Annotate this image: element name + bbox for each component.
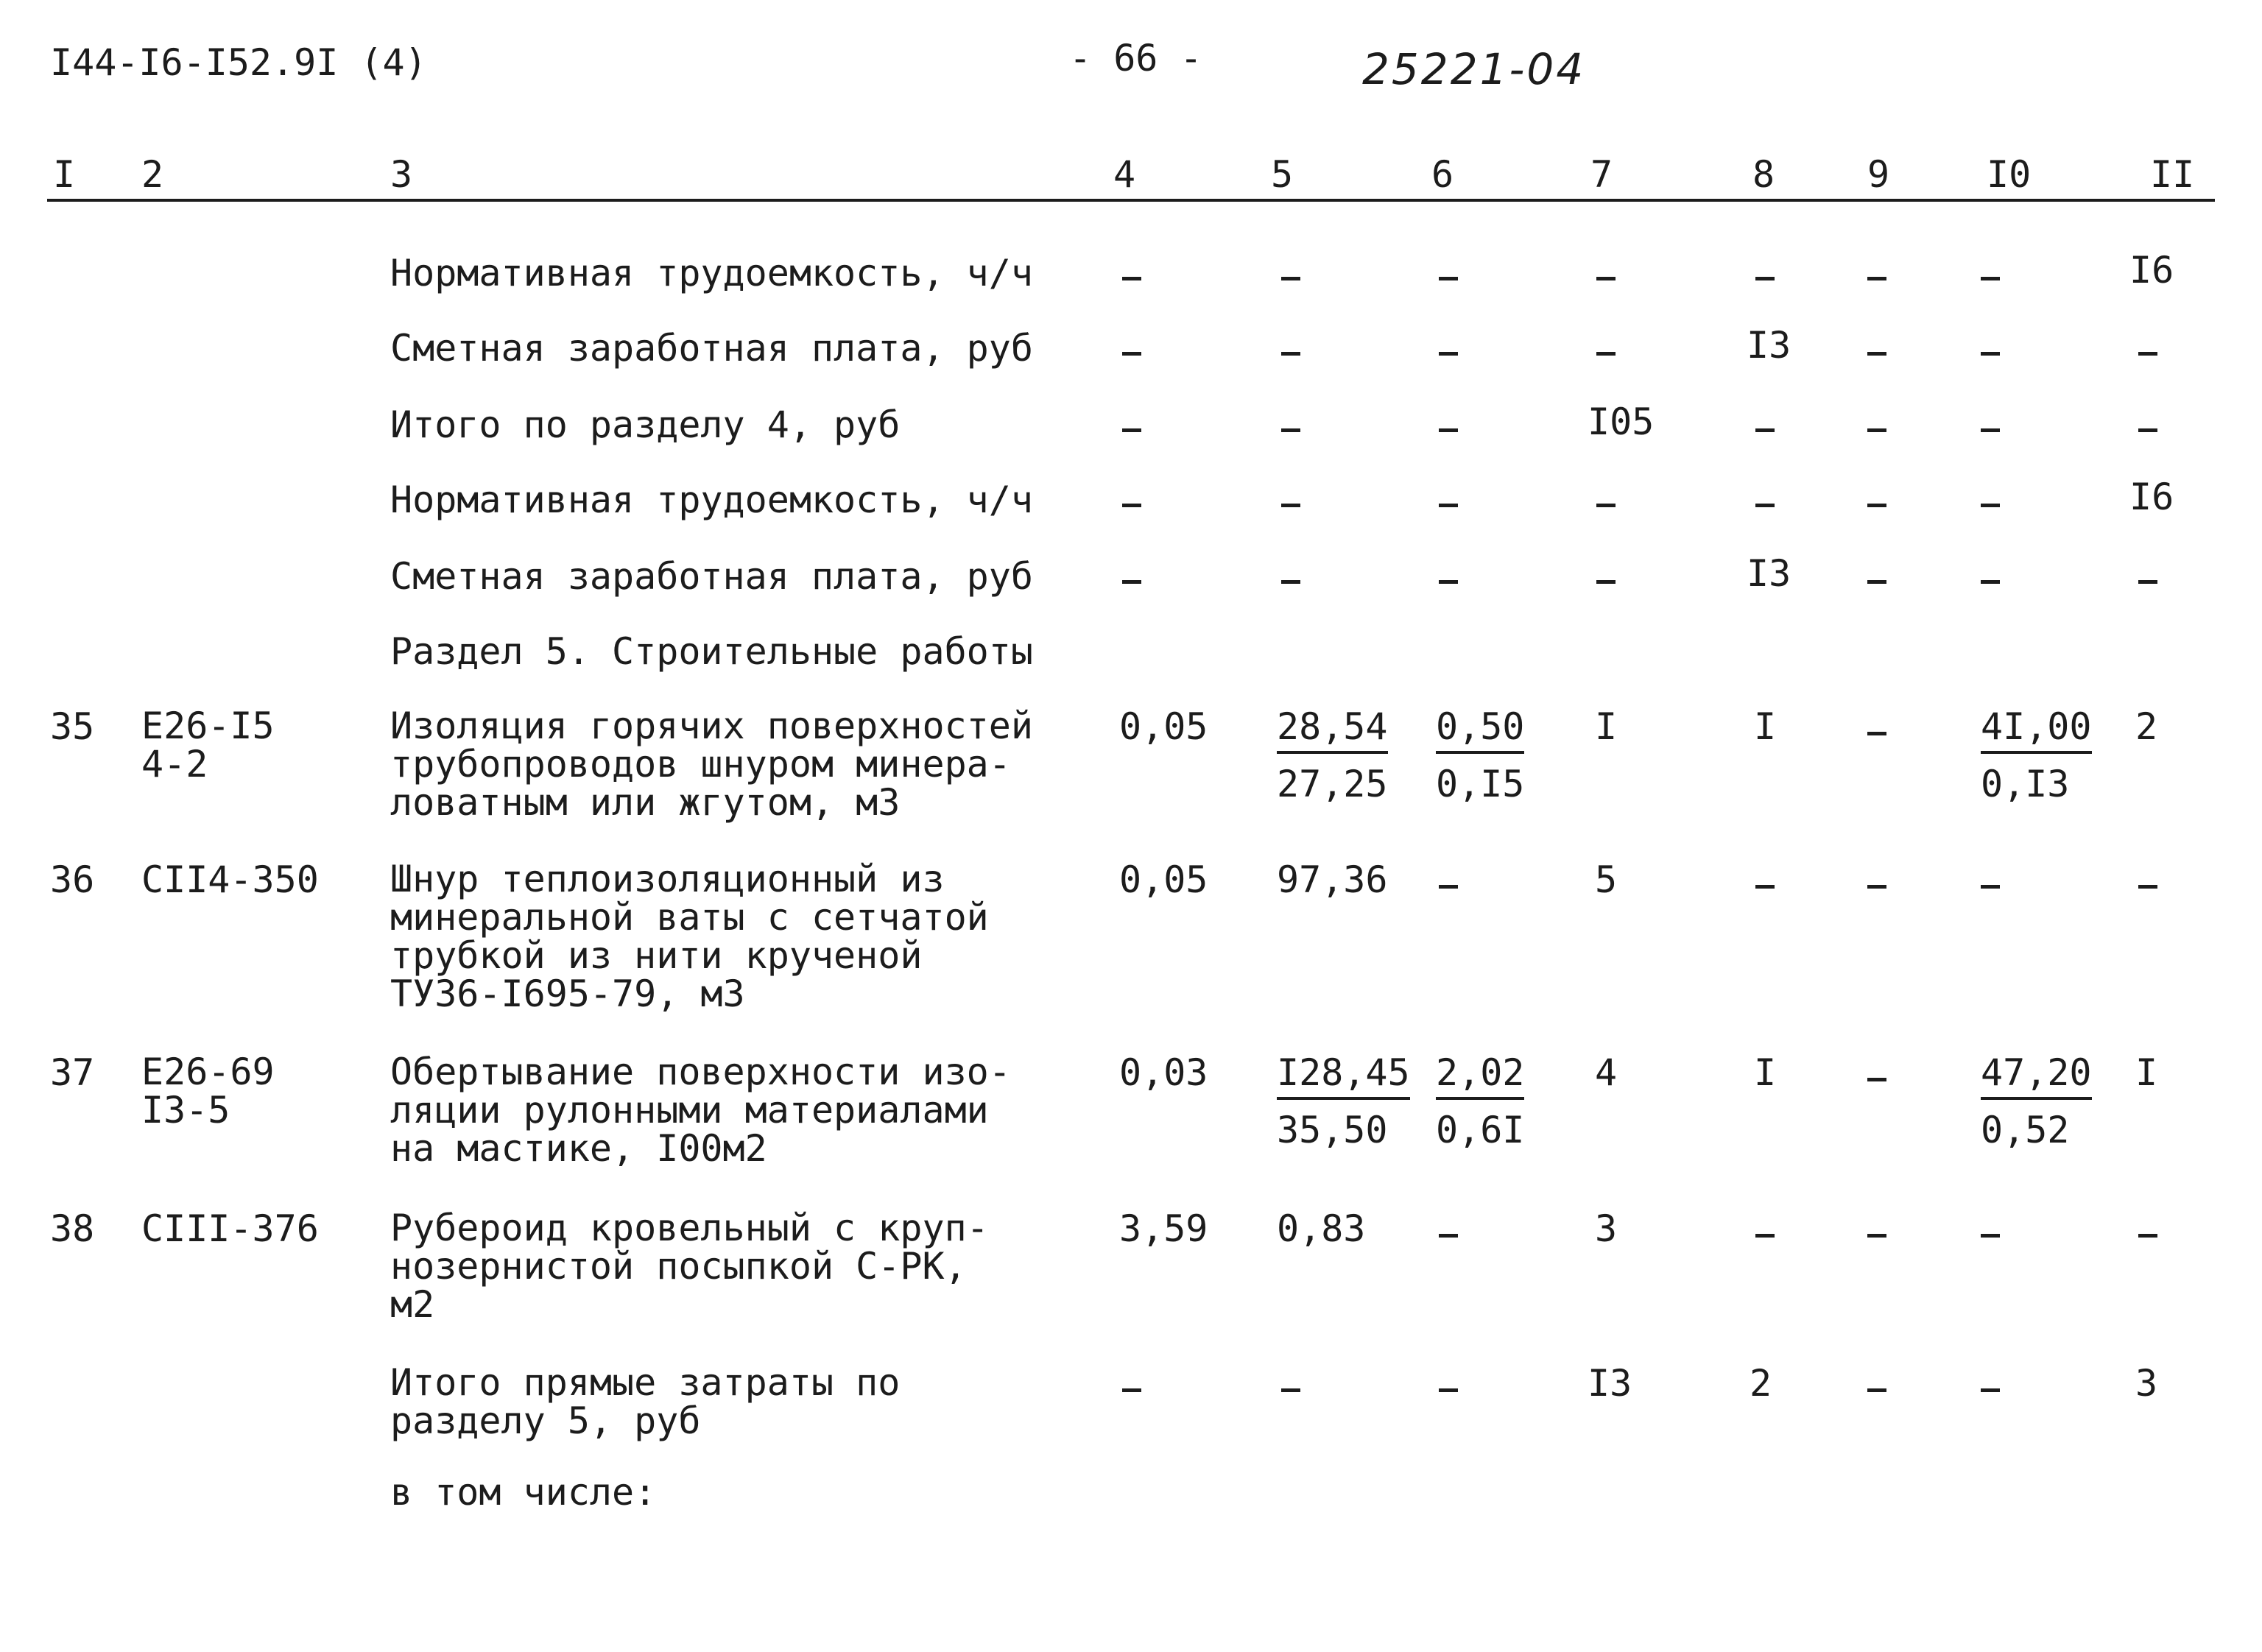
dash <box>1439 1234 1458 1238</box>
dash <box>1867 428 1886 432</box>
fraction-bottom: 0,I5 <box>1436 763 1525 805</box>
fraction-top: 47,20 <box>1981 1053 2092 1100</box>
estimated-wage-label: Сметная заработная плата, руб <box>390 327 1033 370</box>
dash <box>1981 1234 2000 1238</box>
estimated-wage-label: Сметная заработная плата, руб <box>390 555 1033 598</box>
cell-col-8: I <box>1754 705 1777 748</box>
fraction-top: 4I,00 <box>1981 707 2092 754</box>
cell-col-4: 0,05 <box>1119 705 1208 748</box>
column-header-9: 9 <box>1867 153 1890 196</box>
estimated-wage-value: I3 <box>1747 324 1791 367</box>
column-header-3: 3 <box>390 153 413 196</box>
cell-col-8: I <box>1754 1051 1777 1094</box>
cell-col-5: 97,36 <box>1277 858 1388 901</box>
section-5-total-col-8: 2 <box>1750 1362 1772 1405</box>
column-header-8: 8 <box>1752 153 1775 196</box>
dash <box>1281 352 1300 356</box>
handwritten-code: 25221-04 <box>1362 44 1586 94</box>
dash <box>1281 504 1300 507</box>
document-code: I44-I6-I52.9I (4) <box>50 41 427 84</box>
dash <box>1122 1388 1141 1392</box>
column-header-2: 2 <box>141 153 164 196</box>
row-description: Изоляция горячих поверхностей трубопроводов шнуром минера- ловатным или жгутом, м3 <box>390 705 1033 824</box>
dash <box>1281 277 1300 280</box>
dash <box>1122 428 1141 432</box>
dash <box>1596 504 1616 507</box>
column-header-6: 6 <box>1431 153 1454 196</box>
dash <box>1755 1234 1775 1238</box>
cell-col-7: 3 <box>1595 1207 1618 1250</box>
dash <box>1439 504 1458 507</box>
dash <box>1596 352 1616 356</box>
dash <box>1439 277 1458 280</box>
dash <box>1439 1388 1458 1392</box>
column-header-10: I0 <box>1987 153 2032 196</box>
dash <box>1596 580 1616 584</box>
dash <box>1281 1388 1300 1392</box>
dash <box>1281 428 1300 432</box>
fraction-top: 0,50 <box>1436 707 1524 754</box>
estimated-wage-value: I3 <box>1747 552 1791 595</box>
section-5-total-col-11: 3 <box>2135 1362 2158 1405</box>
dash <box>1981 428 2000 432</box>
cell-col-7: I <box>1595 705 1618 748</box>
column-header-4: 4 <box>1113 153 1136 196</box>
fraction-top: 28,54 <box>1277 707 1388 754</box>
cell-col-10-fraction <box>1981 707 2092 804</box>
dash <box>1867 885 1886 889</box>
fraction-top: I28,45 <box>1277 1053 1410 1100</box>
column-header-11: II <box>2150 153 2195 196</box>
section-4-total-label: Итого по разделу 4, руб <box>390 403 901 446</box>
section-5-total-label: Итого прямые затраты по разделу 5, руб <box>390 1361 901 1442</box>
dash <box>1755 277 1775 280</box>
section-4-total-value: I05 <box>1588 400 1655 443</box>
labor-intensity-label: Нормативная трудоемкость, ч/ч <box>390 479 1033 521</box>
section-5-heading: Раздел 5. Строительные работы <box>390 630 1033 673</box>
cell-col-4: 0,03 <box>1119 1051 1208 1094</box>
dash <box>1867 504 1886 507</box>
dash <box>1981 1388 2000 1392</box>
dash <box>1439 428 1458 432</box>
labor-intensity-label: Нормативная трудоемкость, ч/ч <box>390 252 1033 294</box>
fraction-top: 2,02 <box>1436 1053 1524 1100</box>
dash <box>1439 352 1458 356</box>
row-number: 37 <box>50 1051 95 1094</box>
row-code: Е26-69 I3-5 <box>141 1051 275 1132</box>
dash <box>1867 732 1886 735</box>
row-description: Обертывание поверхности изо- ляции рулонными материалами на мастике, I00м2 <box>390 1051 1011 1170</box>
dash <box>1867 277 1886 280</box>
labor-intensity-value: I6 <box>2129 249 2174 292</box>
dash <box>2138 580 2157 584</box>
row-code: СIII-376 <box>141 1207 319 1250</box>
including-label: в том числе: <box>390 1471 657 1514</box>
dash <box>1867 352 1886 356</box>
row-number: 36 <box>50 858 95 901</box>
page-number: - 66 - <box>1069 37 1202 80</box>
row-description: Рубероид кровельный с круп- нозернистой посыпкой С-РК, м2 <box>390 1207 989 1326</box>
cell-col-11: 2 <box>2135 705 2158 748</box>
labor-intensity-value: I6 <box>2129 476 2174 518</box>
dash <box>1755 504 1775 507</box>
dash <box>1981 504 2000 507</box>
dash <box>1867 1388 1886 1392</box>
cell-col-6-fraction <box>1436 707 1524 804</box>
cell-col-7: 5 <box>1595 858 1618 901</box>
cell-col-4: 3,59 <box>1119 1207 1208 1250</box>
dash <box>1981 352 2000 356</box>
cell-col-11: I <box>2135 1051 2158 1094</box>
row-code: Е26-I5 4-2 <box>141 705 275 786</box>
row-number: 35 <box>50 705 95 748</box>
cell-col-5: 0,83 <box>1277 1207 1366 1250</box>
row-number: 38 <box>50 1207 95 1250</box>
dash <box>1981 277 2000 280</box>
cell-col-10-fraction <box>1981 1053 2092 1150</box>
header-rule <box>47 199 2215 202</box>
dash <box>1122 277 1141 280</box>
fraction-bottom: 27,25 <box>1277 763 1388 805</box>
dash <box>2138 1234 2157 1238</box>
dash <box>1439 885 1458 889</box>
column-header-1: I <box>53 153 76 196</box>
dash <box>1981 580 2000 584</box>
cell-col-5-fraction <box>1277 707 1388 804</box>
dash <box>1981 885 2000 889</box>
dash <box>1867 580 1886 584</box>
section-5-total-col-7: I3 <box>1588 1362 1632 1405</box>
cell-col-4: 0,05 <box>1119 858 1208 901</box>
dash <box>2138 885 2157 889</box>
fraction-bottom: 0,I3 <box>1981 763 2070 805</box>
row-code: СII4-350 <box>141 858 319 901</box>
dash <box>2138 352 2157 356</box>
dash <box>1281 580 1300 584</box>
fraction-bottom: 0,6I <box>1436 1109 1525 1151</box>
dash <box>1122 352 1141 356</box>
fraction-bottom: 0,52 <box>1981 1109 2070 1151</box>
dash <box>2138 428 2157 432</box>
dash <box>1596 277 1616 280</box>
column-header-5: 5 <box>1271 153 1294 196</box>
cell-col-7: 4 <box>1595 1051 1618 1094</box>
cell-col-6-fraction <box>1436 1053 1524 1150</box>
dash <box>1867 1234 1886 1238</box>
column-header-7: 7 <box>1590 153 1613 196</box>
dash <box>1755 428 1775 432</box>
dash <box>1122 504 1141 507</box>
cell-col-5-fraction <box>1277 1053 1410 1150</box>
dash <box>1122 580 1141 584</box>
dash <box>1439 580 1458 584</box>
dash <box>1755 885 1775 889</box>
dash <box>1867 1078 1886 1081</box>
fraction-bottom: 35,50 <box>1277 1109 1388 1151</box>
row-description: Шнур теплоизоляционный из минеральной ваты с сетчатой трубкой из нити крученой ТУ36-I695-79, м3 <box>390 858 989 1015</box>
